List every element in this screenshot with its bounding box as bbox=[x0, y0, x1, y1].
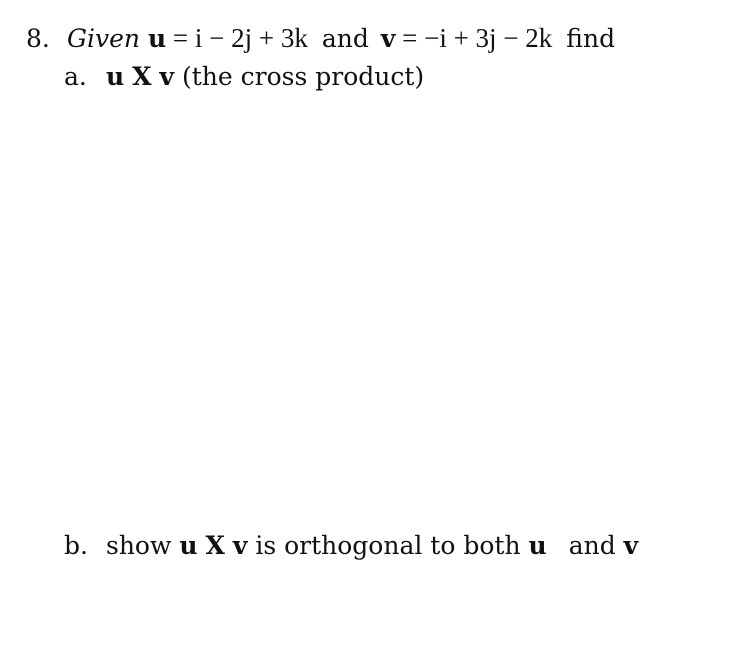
u-vector-equation: = i − 2j + 3k bbox=[166, 23, 308, 53]
v-vector-equation: = −i + 3j − 2k bbox=[395, 23, 553, 53]
find-word: find bbox=[566, 24, 616, 53]
v-vector-symbol: v bbox=[623, 531, 639, 560]
show-word: show bbox=[106, 531, 172, 560]
and-word: and bbox=[321, 24, 369, 53]
given-word: Given bbox=[67, 24, 140, 53]
cross-u-symbol: u bbox=[179, 531, 198, 560]
v-vector-symbol: v bbox=[380, 24, 396, 53]
cross-x-symbol: X bbox=[205, 531, 225, 560]
part-a-line bbox=[64, 62, 424, 92]
u-vector-symbol: u bbox=[147, 24, 167, 53]
u-vector-symbol: u bbox=[528, 531, 547, 560]
cross-v-symbol: v bbox=[232, 531, 248, 560]
part-b-line bbox=[64, 531, 638, 561]
part-a-label: a. bbox=[64, 62, 87, 91]
part-b-description: is orthogonal to both bbox=[255, 531, 521, 560]
question-number: 8. bbox=[26, 24, 50, 53]
question-8-line bbox=[26, 23, 615, 54]
part-a-description: (the cross product) bbox=[181, 62, 425, 91]
cross-v-symbol: v bbox=[159, 62, 175, 91]
cross-x-symbol: X bbox=[132, 62, 152, 91]
cross-u-symbol: u bbox=[106, 62, 125, 91]
and-word: and bbox=[568, 531, 616, 560]
part-b-label: b. bbox=[64, 531, 88, 560]
